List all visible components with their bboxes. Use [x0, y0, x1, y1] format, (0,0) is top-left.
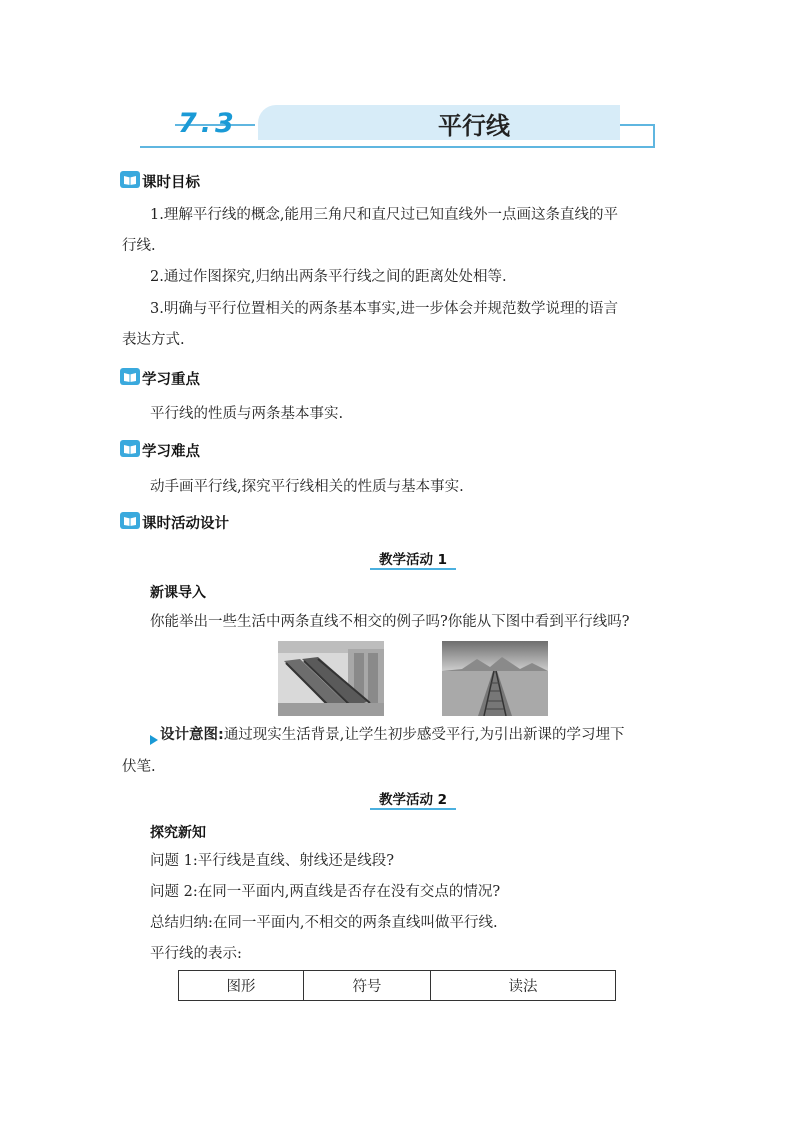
railway-photo	[442, 641, 548, 716]
activity-1-intent-line-2: 伏笔.	[122, 759, 156, 775]
activity-2-subtitle: 探究新知	[150, 825, 206, 841]
triangle-marker-icon	[150, 730, 158, 738]
section-number: 7.3	[178, 108, 238, 139]
objective-2: 2.通过作图探究,归纳出两条平行线之间的距离处处相等.	[150, 269, 507, 285]
key-points-heading: 学习重点	[142, 372, 200, 388]
activity-2-tag: 教学活动 2	[378, 792, 448, 808]
difficulties-heading: 学习难点	[142, 444, 200, 460]
table-header-reading: 读法	[431, 971, 616, 1001]
page-title: 平行线	[438, 111, 510, 140]
objective-1-line-1: 1.理解平行线的概念,能用三角尺和直尺过已知直线外一点画这条直线的平	[150, 207, 618, 223]
activity-2-question-1: 问题 1:平行线是直线、射线还是线段?	[150, 853, 394, 869]
intent-text: 通过现实生活背景,让学生初步感受平行,为引出新课的学习埋下	[223, 727, 625, 743]
difficulties-text: 动手画平行线,探究平行线相关的性质与基本事实.	[150, 479, 464, 495]
book-icon	[120, 512, 140, 529]
activity-1-tag: 教学活动 1	[378, 552, 448, 568]
activity-1-underline	[370, 568, 456, 570]
book-icon	[120, 440, 140, 457]
activity-1-intent-line-1	[160, 722, 625, 748]
representation-table	[178, 970, 616, 1001]
objective-1-line-2: 行线.	[122, 238, 156, 254]
book-icon	[120, 368, 140, 385]
activity-2-summary: 总结归纳:在同一平面内,不相交的两条直线叫做平行线.	[150, 915, 498, 931]
objective-3-line-2: 表达方式.	[122, 332, 185, 348]
representation-label: 平行线的表示:	[150, 946, 242, 962]
design-heading: 课时活动设计	[142, 516, 229, 532]
activity-2-question-2: 问题 2:在同一平面内,两直线是否存在没有交点的情况?	[150, 884, 501, 900]
intent-label: 设计意图:	[160, 727, 224, 743]
escalator-photo	[278, 641, 384, 716]
objective-3-line-1: 3.明确与平行位置相关的两条基本事实,进一步体会并规范数学说理的语言	[150, 301, 618, 317]
banner-rule-bottom	[140, 146, 655, 148]
activity-1-subtitle: 新课导入	[150, 585, 206, 601]
table-header-symbol: 符号	[304, 971, 431, 1001]
table-row	[179, 971, 616, 1001]
book-icon	[120, 171, 140, 188]
activity-1-question: 你能举出一些生活中两条直线不相交的例子吗?你能从下图中看到平行线吗?	[150, 614, 630, 630]
table-header-figure: 图形	[179, 971, 304, 1001]
activity-2-underline	[370, 808, 456, 810]
key-points-text: 平行线的性质与两条基本事实.	[150, 406, 344, 422]
objectives-heading: 课时目标	[142, 175, 200, 191]
